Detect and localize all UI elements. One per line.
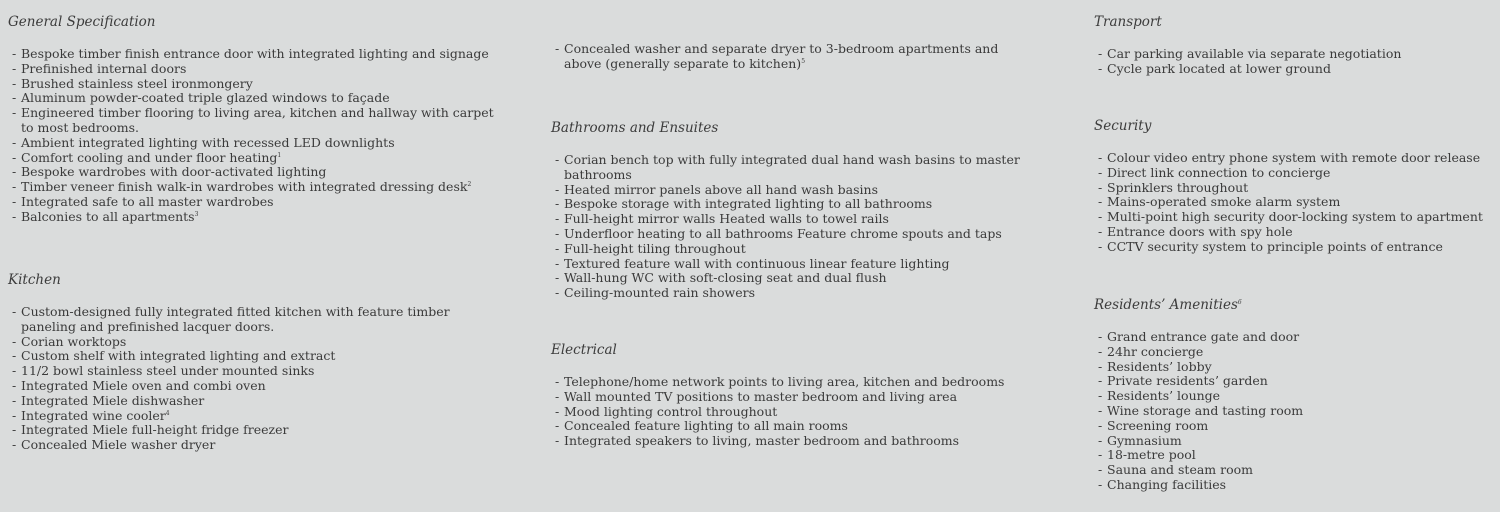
list-item <box>1094 47 1494 62</box>
list-item <box>1094 62 1494 77</box>
footnote-marker: 1 <box>277 151 282 159</box>
list-item <box>551 271 1021 286</box>
list-item <box>551 286 1021 301</box>
section-heading: General Specification <box>8 14 156 30</box>
list-item-text: Grand entrance gate and door <box>1107 329 1300 344</box>
list-item-text: Sprinklers throughout <box>1107 179 1249 195</box>
list-item <box>1094 195 1494 210</box>
list-item <box>1094 463 1494 478</box>
list-item-text: Integrated Miele dishwasher <box>21 392 205 408</box>
list-item-text: Heated mirror panels above all hand wash basins <box>564 181 878 197</box>
list-item-text: Mains-operated smoke alarm system <box>1107 194 1341 210</box>
list-item-text: Integrated Miele full-height fridge freezer <box>21 422 289 438</box>
list-item <box>551 227 1021 242</box>
list-item <box>1094 434 1494 449</box>
item-list <box>551 375 1031 449</box>
list-item-text: Wine storage and tasting room <box>1107 402 1304 418</box>
section-heading: Transport <box>1094 14 1162 30</box>
list-item-text: Screening room <box>1107 417 1209 433</box>
list-item-text: Gymnasium <box>1107 432 1182 448</box>
list-item <box>8 136 508 151</box>
list-item-text: Wall-hung WC with soft-closing seat and dual flush <box>564 270 887 286</box>
list-item-text: Underfloor heating to all bathrooms Feature chrome spouts and taps <box>564 225 1002 241</box>
list-item <box>8 106 508 136</box>
list-item <box>1094 404 1494 419</box>
list-item-text: Integrated Miele oven and combi oven <box>21 377 266 393</box>
list-item <box>8 165 508 180</box>
list-item <box>1094 374 1494 389</box>
list-item-text: Concealed Miele washer dryer <box>21 437 216 453</box>
list-item <box>8 91 508 106</box>
list-item <box>1094 330 1494 345</box>
list-item-text: Aluminum powder-coated triple glazed windows to façade <box>21 90 390 106</box>
list-item <box>8 423 508 438</box>
section-residents-amenities <box>1094 297 1494 493</box>
list-item-text: Custom-designed fully integrated fitted kitchen with feature timber paneling and prefinished lacquer doors. <box>21 304 450 334</box>
list-item <box>1094 345 1494 360</box>
section-general-specification <box>8 14 508 225</box>
list-item <box>551 419 1031 434</box>
footnote-marker: 3 <box>194 210 199 218</box>
list-item-text: Direct link connection to concierge <box>1107 164 1331 180</box>
list-item-text: Corian worktops <box>21 333 127 349</box>
list-item-text: CCTV security system to principle points of entrance <box>1107 238 1443 254</box>
section-heading: Security <box>1094 118 1152 134</box>
list-item <box>8 394 508 409</box>
list-item <box>8 305 508 335</box>
list-item-text: Multi-point high security door-locking system to apartment <box>1107 209 1483 225</box>
list-item <box>8 438 508 453</box>
list-item-text: Car parking available via separate negotiation <box>1107 46 1402 61</box>
list-item <box>551 153 1021 183</box>
list-item-text: Custom shelf with integrated lighting and extract <box>21 348 336 364</box>
list-item <box>1094 240 1494 255</box>
list-item-text: Telephone/home network points to living area, kitchen and bedrooms <box>564 374 1005 389</box>
item-list <box>551 153 1021 301</box>
list-item <box>551 257 1021 272</box>
footnote-marker: 5 <box>801 57 806 65</box>
list-item-text: Changing facilities <box>1107 476 1227 492</box>
list-item <box>8 335 508 350</box>
list-item-text: Textured feature wall with continuous linear feature lighting <box>564 255 950 271</box>
list-item <box>551 183 1021 198</box>
list-item-text: Residents’ lounge <box>1107 388 1221 404</box>
list-item <box>551 42 1031 72</box>
section-laundry-continued <box>551 26 1031 72</box>
item-list <box>8 305 508 453</box>
list-item <box>551 212 1021 227</box>
list-item <box>8 409 508 424</box>
footnote-marker: 2 <box>467 181 472 189</box>
item-list <box>8 47 508 225</box>
section-kitchen <box>8 272 508 453</box>
section-bathrooms-ensuites <box>551 120 1021 301</box>
list-item-text: Timber veneer finish walk-in wardrobes with integrated dressing desk <box>21 179 468 195</box>
item-list <box>1094 47 1494 77</box>
list-item-text: Wall mounted TV positions to master bedroom and living area <box>564 388 958 404</box>
list-item <box>551 197 1021 212</box>
list-item <box>1094 166 1494 181</box>
list-item <box>551 405 1031 420</box>
section-heading <box>1094 297 1494 314</box>
list-item <box>8 210 508 225</box>
footnote-marker: 6 <box>1237 299 1242 306</box>
section-electrical <box>551 342 1031 449</box>
list-item-text: Bespoke wardrobes with door-activated lighting <box>21 164 327 180</box>
list-item-text: Bespoke storage with integrated lighting to all bathrooms <box>564 196 933 212</box>
list-item-text: Integrated speakers to living, master bedroom and bathrooms <box>564 433 960 449</box>
section-security <box>1094 118 1494 255</box>
list-item-text: Ceiling-mounted rain showers <box>564 285 756 301</box>
list-item-text: Brushed stainless steel ironmongery <box>21 75 253 91</box>
list-item-text: Colour video entry phone system with remote door release <box>1107 150 1481 165</box>
section-heading: Electrical <box>551 342 617 358</box>
list-item <box>8 151 508 166</box>
list-item-text: Private residents’ garden <box>1107 373 1268 389</box>
list-item-text: Full-height mirror walls Heated walls to towel rails <box>564 211 889 227</box>
list-item-text: Bespoke timber finish entrance door with integrated lighting and signage <box>21 46 489 61</box>
list-item <box>8 195 508 210</box>
list-item-text: Integrated wine cooler <box>21 407 166 423</box>
list-item <box>1094 448 1494 463</box>
section-transport <box>1094 14 1494 77</box>
item-list <box>1094 151 1494 255</box>
list-item-text: Residents’ lobby <box>1107 358 1212 374</box>
list-item <box>8 379 508 394</box>
list-item <box>1094 210 1494 225</box>
section-heading-text: Residents’ Amenities <box>1094 297 1238 313</box>
list-item-text: Prefinished internal doors <box>21 60 187 76</box>
list-item-text: Sauna and steam room <box>1107 462 1254 478</box>
item-list <box>551 42 1031 72</box>
footnote-marker: 4 <box>165 409 170 417</box>
list-item-text: Mood lighting control throughout <box>564 403 778 419</box>
list-item <box>1094 181 1494 196</box>
list-item <box>1094 478 1494 493</box>
list-item-text: 18-metre pool <box>1107 447 1196 463</box>
list-item-text: 11/2 bowl stainless steel under mounted sinks <box>21 363 315 379</box>
list-item <box>8 180 508 195</box>
list-item <box>551 375 1031 390</box>
list-item <box>8 364 508 379</box>
list-item-text: Concealed washer and separate dryer to 3-bedroom apartments and above (generally separate to kitchen) <box>564 41 999 71</box>
list-item <box>1094 360 1494 375</box>
list-item <box>1094 389 1494 404</box>
list-item <box>8 47 508 62</box>
list-item-text: Ambient integrated lighting with recessed LED downlights <box>21 134 395 150</box>
list-item <box>1094 225 1494 240</box>
list-item <box>551 434 1031 449</box>
list-item <box>1094 419 1494 434</box>
list-item-text: Integrated safe to all master wardrobes <box>21 193 274 209</box>
list-item-text: Entrance doors with spy hole <box>1107 223 1293 239</box>
list-item-text: Corian bench top with fully integrated dual hand wash basins to master bathrooms <box>564 152 1020 182</box>
list-item-text: Engineered timber flooring to living area, kitchen and hallway with carpet to most bedrooms. <box>21 105 494 135</box>
list-item <box>8 62 508 77</box>
list-item-text: 24hr concierge <box>1107 343 1204 359</box>
list-item-text: Full-height tiling throughout <box>564 240 746 256</box>
item-list <box>1094 330 1494 493</box>
list-item-text: Concealed feature lighting to all main rooms <box>564 418 848 434</box>
list-item <box>1094 151 1494 166</box>
list-item-text: Cycle park located at lower ground <box>1107 60 1331 76</box>
list-item <box>8 77 508 92</box>
section-heading: Kitchen <box>8 272 61 288</box>
list-item <box>8 349 508 364</box>
section-heading: Bathrooms and Ensuites <box>551 120 719 136</box>
list-item-text: Comfort cooling and under floor heating <box>21 149 278 165</box>
list-item <box>551 242 1021 257</box>
list-item <box>551 390 1031 405</box>
list-item-text: Balconies to all apartments <box>21 208 195 224</box>
